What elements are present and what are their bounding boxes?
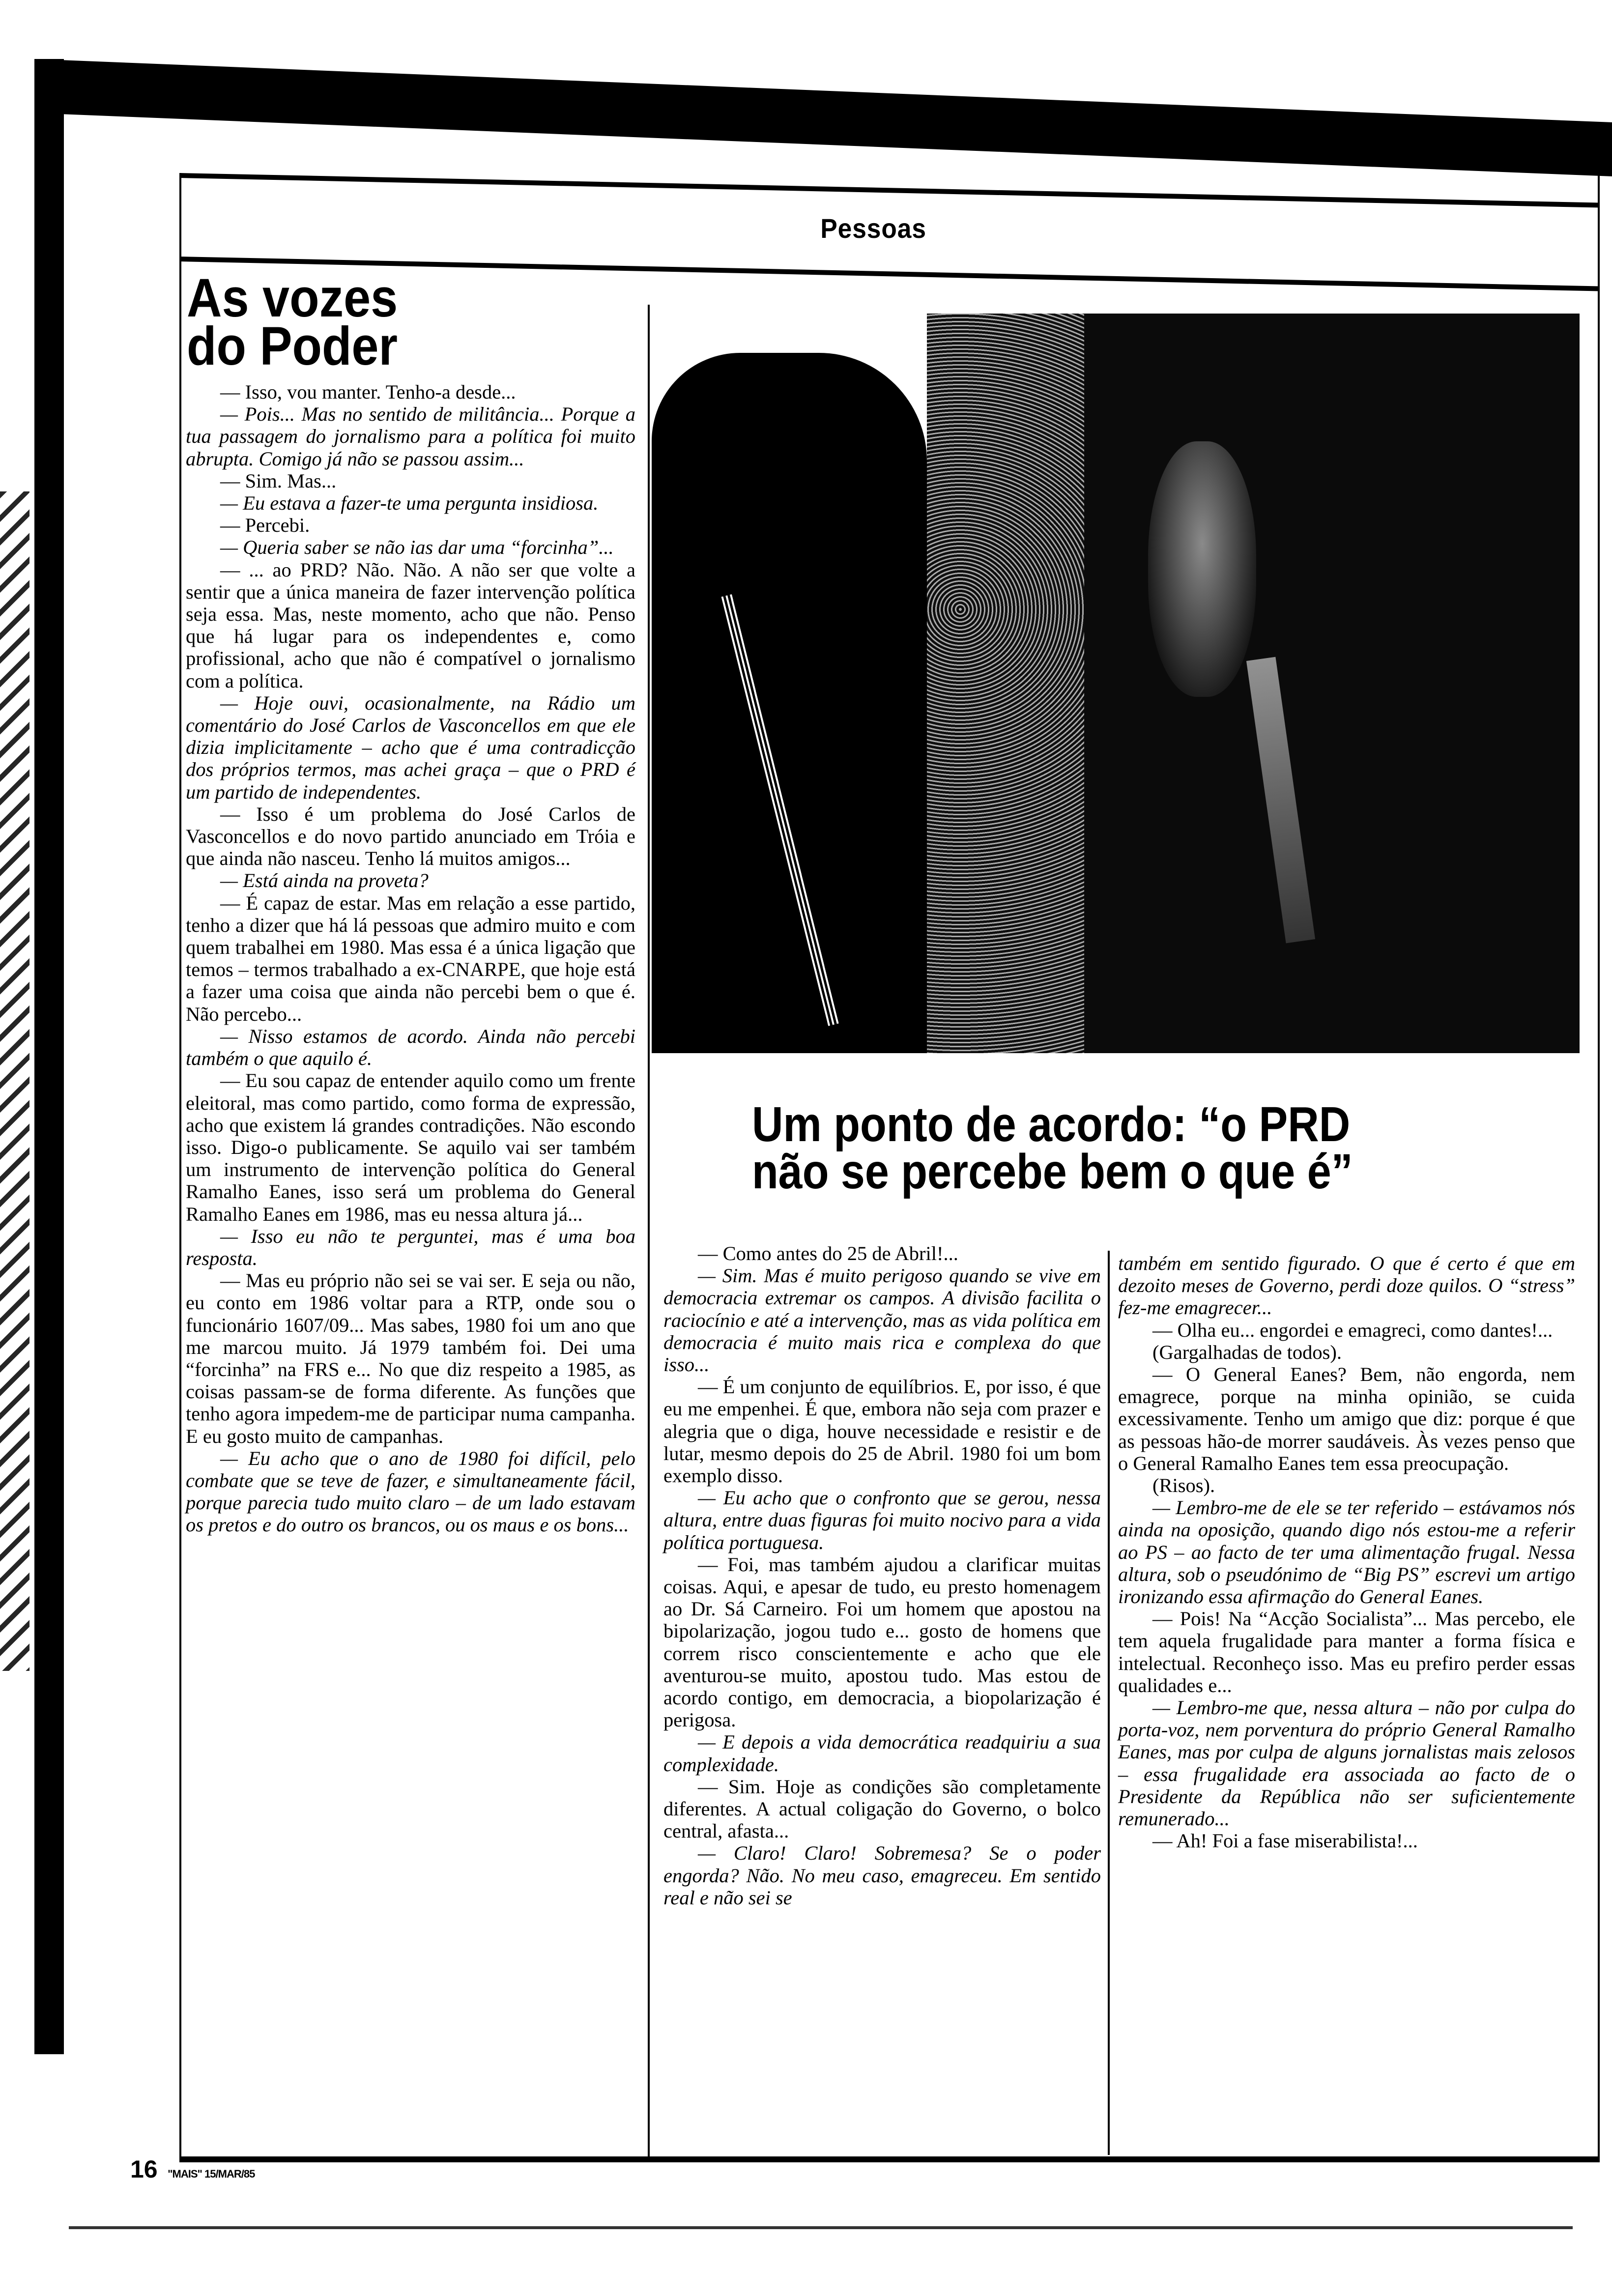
photo-tie-right [1246, 657, 1315, 944]
paragraph-question: — Sim. Mas é muito perigoso quando se vive em democracia extremar os campos. A divisão facilita o raciocínio e até a intervenção, mas as vida política em democracia é muito mais rica e complexa do que isso... [663, 1264, 1101, 1376]
paragraph: — Sim. Mas... [220, 469, 337, 492]
paragraph-question: — Eu estava a fazer-te uma pergunta insidiosa. [220, 492, 599, 515]
photo-two-men [652, 314, 1580, 1053]
paragraph-question: — Nisso estamos de acordo. Ainda não percebi também o que aquilo é. [186, 1025, 635, 1070]
paragraph-question: — Hoje ouvi, ocasionalmente, na Rádio um comentário do José Carlos de Vasconcellos em que ele dizia implicitamente – acho que é uma contradicção dos próprios termos, mas achei graça – que o PRD é um partido de independentes. [186, 691, 635, 803]
page-footer [130, 2155, 255, 2183]
paragraph-question: — Pois... Mas no sentido de militância... Porque a tua passagem do jornalismo para a política foi muito abrupta. Comigo já não se passou assim... [186, 403, 635, 470]
paragraph-question: — Está ainda na proveta? [220, 869, 429, 892]
paragraph: — ... ao PRD? Não. Não. A não ser que volte a sentir que a única maneira de fazer intervenção política seja essa. Mas, neste momento, acho que não. Penso que há lugar para os independentes e, como profissional, acho que não é compatível o jornalismo com a política. [186, 558, 635, 692]
paragraph: — Foi, mas também ajudou a clarificar muitas coisas. Aqui, e apesar de tudo, eu presto homenagem ao Dr. Sá Carneiro. Foi um homem que apostou na bipolarização, jogou tudo e... gosto de homens que correm risco conscientemente e acho que ele aventurou-se muito, apostou tudo. Mas estou de acordo contigo, em democracia, a biopolarização é perigosa. [663, 1553, 1101, 1731]
frame-bottom-rule [179, 2157, 1600, 2162]
paragraph-question: — Lembro-me de ele se ter referido – estávamos nós ainda na oposição, quando digo nós estou-me a referir ao PS – ao facto de ter uma alimentação frugal. Nessa altura, sob o pseudónimo de “Big PS” escrevi um artigo ironizando essa afirmação do General Eanes. [1118, 1496, 1575, 1608]
paragraph-question: — Eu acho que o confronto que se gerou, nessa altura, entre duas figuras foi muito nocivo para a vida política portuguesa. [663, 1487, 1101, 1553]
column-divider [648, 305, 650, 2157]
paragraph: — Como antes do 25 de Abril!... [698, 1242, 958, 1264]
column-divider [1108, 1251, 1110, 2155]
paragraph-question: — Claro! Claro! Sobremesa? Se o poder engorda? Não. No meu caso, emagreceu. Em sentido real e não sei se [663, 1842, 1101, 1909]
paragraph: — Eu sou capaz de entender aquilo como um frente eleitoral, mas como partido, como forma de expressão, acho que existem lá grandes contradições. Não escondo isso. Digo-o publicamente. Se aquilo vai ser também um instrumento de intervenção política do General Ramalho Eanes, isso será um problema do General Ramalho Eanes em 1986, mas eu nessa altura já... [186, 1069, 635, 1225]
publication-date: "MAIS" 15/MAR/85 [168, 2168, 255, 2180]
paragraph-question: — Queria saber se não ias dar uma “forcinha”... [220, 536, 614, 559]
article-headline: Um ponto de acordo: “o PRD não se percebe bem o que é” [752, 1097, 1353, 1199]
paragraph: — O General Eanes? Bem, não engorda, nem emagrece, porque na minha opinião, se cuida excessivamente. Tenho um amigo que diz: porque é que as pessoas hão-de morrer saudáveis. Às vezes penso que o General Ramalho Eanes tem essa preocupação. [1118, 1363, 1575, 1474]
photo-figure-left [652, 353, 927, 1053]
title-line-1: As vozes [187, 268, 398, 328]
paragraph: — Percebi. [220, 514, 310, 537]
paragraph: — Sim. Hoje as condições são completamente diferentes. A actual coligação do Governo, o bolco central, afasta... [663, 1775, 1101, 1842]
scan-edge-left [34, 59, 64, 2054]
paragraph: — Pois! Na “Acção Socialista”... Mas percebo, ele tem aquela frugalidade para manter a forma física e intelectual. Reconheço isso. Mas eu prefiro perder essas qualidades e... [1118, 1607, 1575, 1696]
paragraph-question: também em sentido figurado. O que é certo é que em dezoito meses de Governo, perdi doze quilos. O “stress” fez-me emagrecer... [1118, 1252, 1575, 1319]
paragraph: — É capaz de estar. Mas em relação a esse partido, tenho a dizer que há lá pessoas que admiro muito e com quem trabalhei em 1980. Mas essa é a única ligação que temos – termos trabalhado a ex-CNARPE, que hoje está a fazer uma coisa que ainda não percebi bem o que é. Não percebo... [186, 891, 635, 1025]
paragraph: (Gargalhadas de todos). [1152, 1341, 1342, 1363]
scan-edge-bottom [69, 2226, 1573, 2229]
photo-figure-right-face [1148, 441, 1256, 697]
paragraph: — É um conjunto de equilíbrios. E, por isso, é que eu me empenhei. É que, embora não seja com prazer e alegria que o diga, houve necessidade e resistir e de lutar, mesmo depois do 25 de Abril. 1980 foi um bom exemplo disso. [663, 1376, 1101, 1487]
paragraph-question: — Lembro-me que, nessa altura – não por culpa do porta-voz, nem porventura do próprio General Ramalho Eanes, mas por culpa de alguns jornalistas mais zelosos – essa frugalidade era associada ao facto de o Presidente da República não ser suficientemente remunerado... [1118, 1696, 1575, 1830]
paragraph-question: — E depois a vida democrática readquiriu a sua complexidade. [663, 1731, 1101, 1776]
article-title [187, 268, 398, 376]
photo-background [907, 314, 1084, 1053]
paragraph-question: — Eu acho que o ano de 1980 foi difícil, pelo combate que se teve de fazer, e simultaneamente fácil, porque parecia tudo muito claro – de um lado estavam os pretos e do outro os brancos, ou os maus e os bons... [186, 1447, 635, 1536]
title-line-2: do Poder [187, 316, 398, 376]
right-column-text [1118, 1252, 1575, 1852]
paragraph: (Risos). [1152, 1474, 1215, 1497]
middle-column-text [663, 1242, 1101, 1909]
scan-artifact-left [0, 491, 29, 1671]
paragraph: — Mas eu próprio não sei se vai ser. E seja ou não, eu conto em 1986 voltar para a RTP, onde sou o funcionário 1607/09... Mas sabes, 1980 foi um ano que me marcou muito. Já 1979 também foi. Dei uma “forcinha” na FRS e... No que diz respeito a 1985, as coisas passam-se de forma diferente. As funções que tenho agora impedem-me de participar numa campanha. E eu gosto muito de campanhas. [186, 1269, 635, 1447]
page-number: 16 [130, 2155, 158, 2183]
paragraph: — Ah! Foi a fase miserabilista!... [1152, 1830, 1418, 1852]
paragraph: — Olha eu... engordei e emagreci, como dantes!... [1152, 1319, 1553, 1341]
left-column-text [186, 381, 635, 1536]
paragraph: — Isso, vou manter. Tenho-a desde... [220, 381, 516, 403]
paragraph: — Isso é um problema do José Carlos de Vasconcellos e do novo partido anunciado em Tróia e que ainda não nasceu. Tenho lá muitos amigos... [186, 803, 635, 870]
section-label: Pessoas [820, 213, 926, 244]
paragraph-question: — Isso eu não te perguntei, mas é uma boa resposta. [186, 1225, 635, 1269]
